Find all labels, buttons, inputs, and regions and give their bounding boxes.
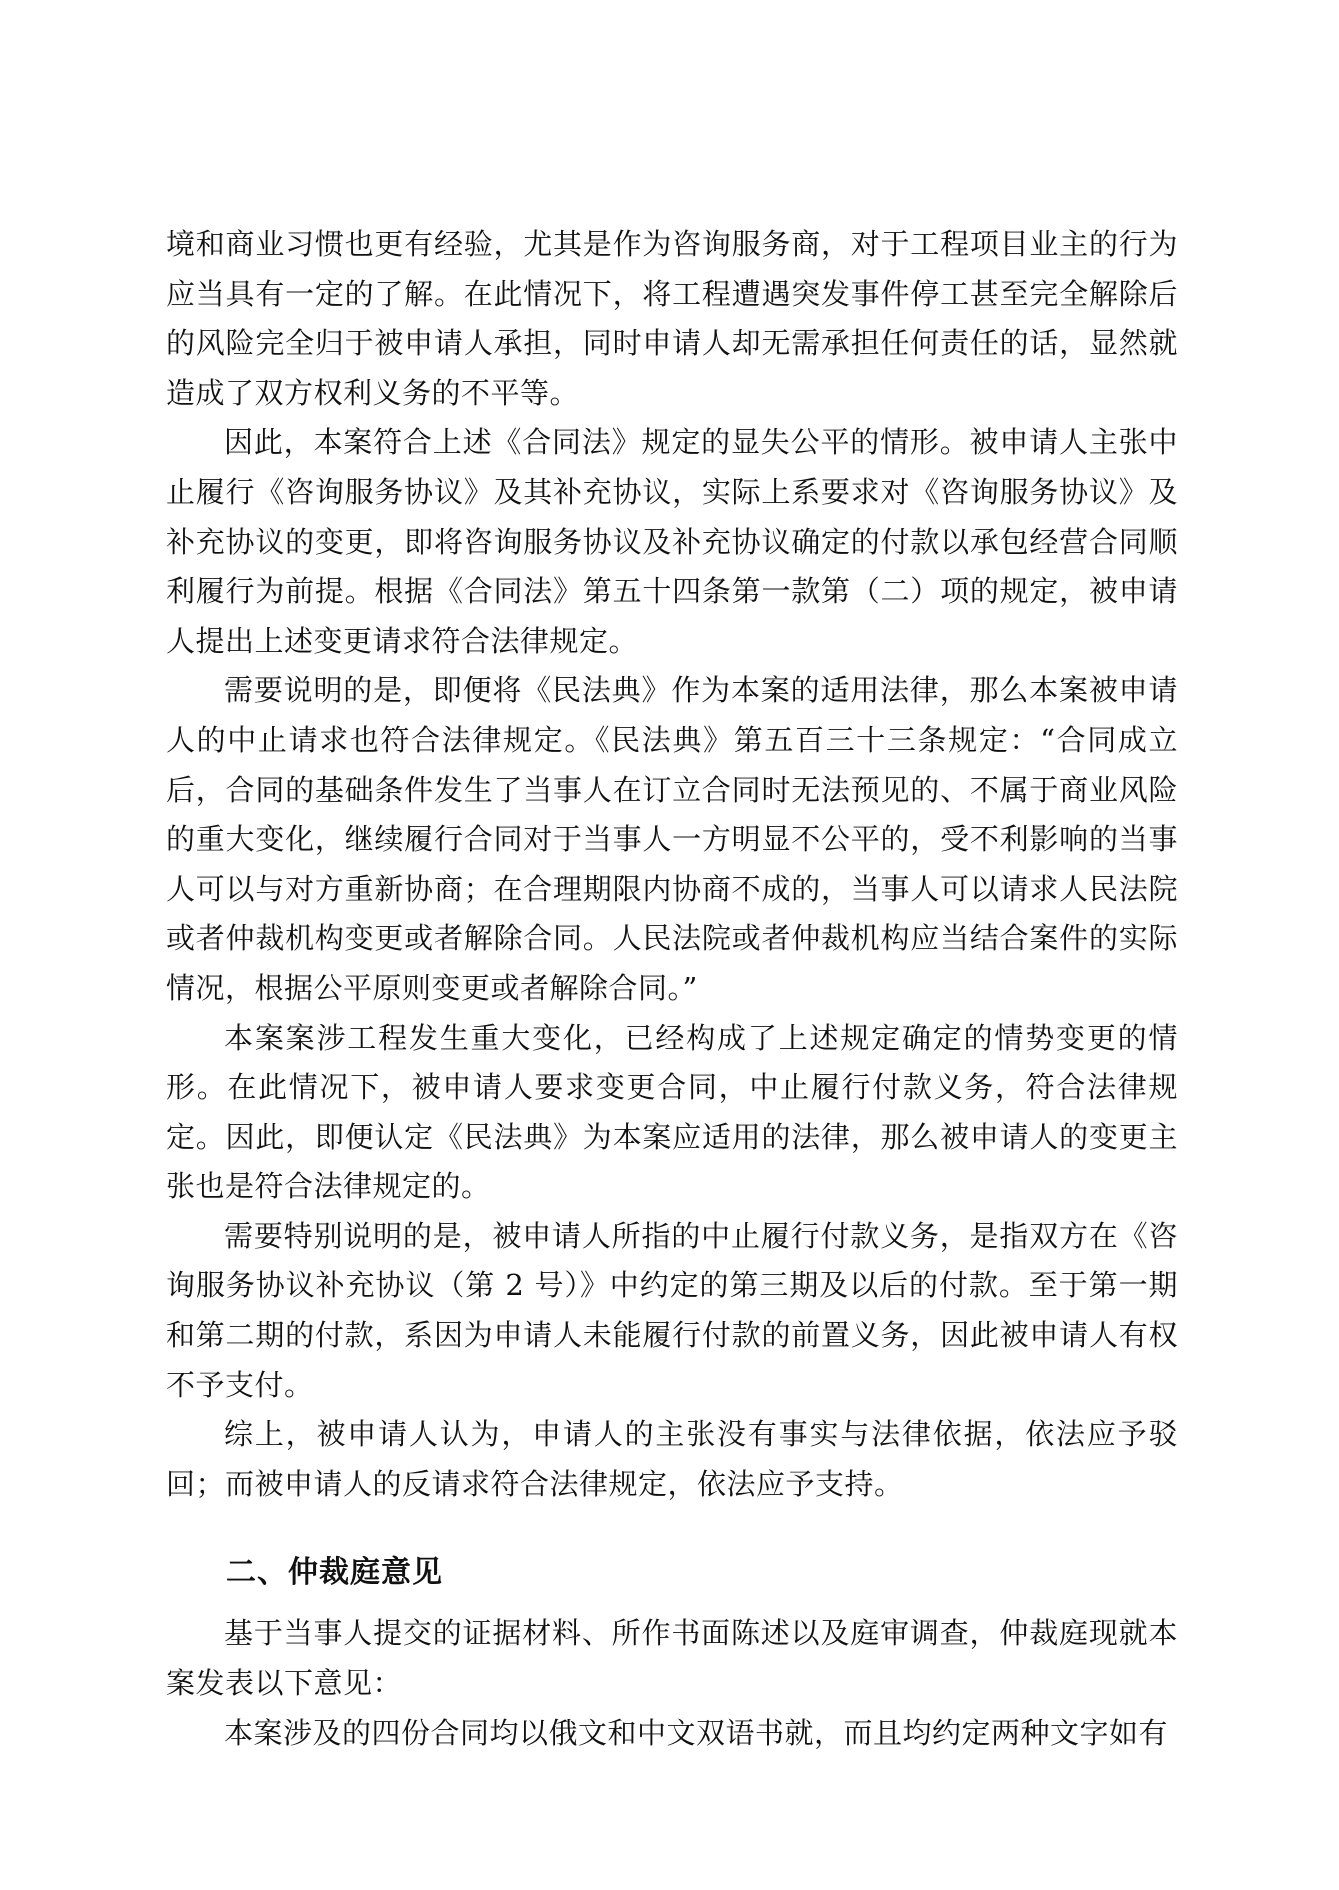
paragraph-7: 基于当事人提交的证据材料、所作书面陈述以及庭审调查，仲裁庭现就本案发表以下意见： (166, 1616, 1178, 1701)
paragraph-8: 本案涉及的四份合同均以俄文和中文双语书就，而且均约定两种文字如有 (224, 1715, 1169, 1750)
paragraph-5: 需要特别说明的是，被申请人所指的中止履行付款义务，是指双方在《咨询服务协议补充协议（第 2 号）》中约定的第三期及以后的付款。至于第一期和第二期的付款，系因为申请人未能履行付款的前置义务，因此被申请人有权不予支付。 (166, 1218, 1178, 1402)
paragraph-4: 本案案涉工程发生重大变化，已经构成了上述规定确定的情势变更的情形。在此情况下，被申请人要求变更合同，中止履行付款义务，符合法律规定。因此，即便认定《民法典》为本案应适用的法律，那么被申请人的变更主张也是符合法律规定的。 (166, 1020, 1178, 1204)
paragraph-1: 境和商业习惯也更有经验，尤其是作为咨询服务商，对于工程项目业主的行为应当具有一定的了解。在此情况下，将工程遭遇突发事件停工甚至完全解除后的风险完全归于被申请人承担，同时申请人却无需承担任何责任的话，显然就造成了双方权利义务的不平等。 (166, 227, 1178, 410)
paragraph-3: 需要说明的是，即便将《民法典》作为本案的适用法律，那么本案被申请人的中止请求也符合法律规定。《民法典》第五百三十三条规定：“合同成立后，合同的基础条件发生了当事人在订立合同时无法预见的、不属于商业风险的重大变化，继续履行合同对于当事人一方明显不公平的，受不利影响的当事人可以与对方重新协商；在合理期限内协商不成的，当事人可以请求人民法院或者仲裁机构变更或者解除合同。人民法院或者仲裁机构应当结合案件的实际情况，根据公平原则变更或者解除合同。” (166, 673, 1178, 1005)
document-page (166, 220, 1178, 1758)
section-heading: 二、仲裁庭意见 (226, 1555, 443, 1591)
paragraph-2: 因此，本案符合上述《合同法》规定的显失公平的情形。被申请人主张中止履行《咨询服务协议》及其补充协议，实际上系要求对《咨询服务协议》及补充协议的变更，即将咨询服务协议及补充协议确定的付款以承包经营合同顺利履行为前提。根据《合同法》第五十四条第一款第（二）项的规定，被申请人提出上述变更请求符合法律规定。 (166, 425, 1178, 658)
paragraph-6: 综上，被申请人认为，申请人的主张没有事实与法律依据，依法应予驳回；而被申请人的反请求符合法律规定，依法应予支持。 (166, 1417, 1178, 1501)
